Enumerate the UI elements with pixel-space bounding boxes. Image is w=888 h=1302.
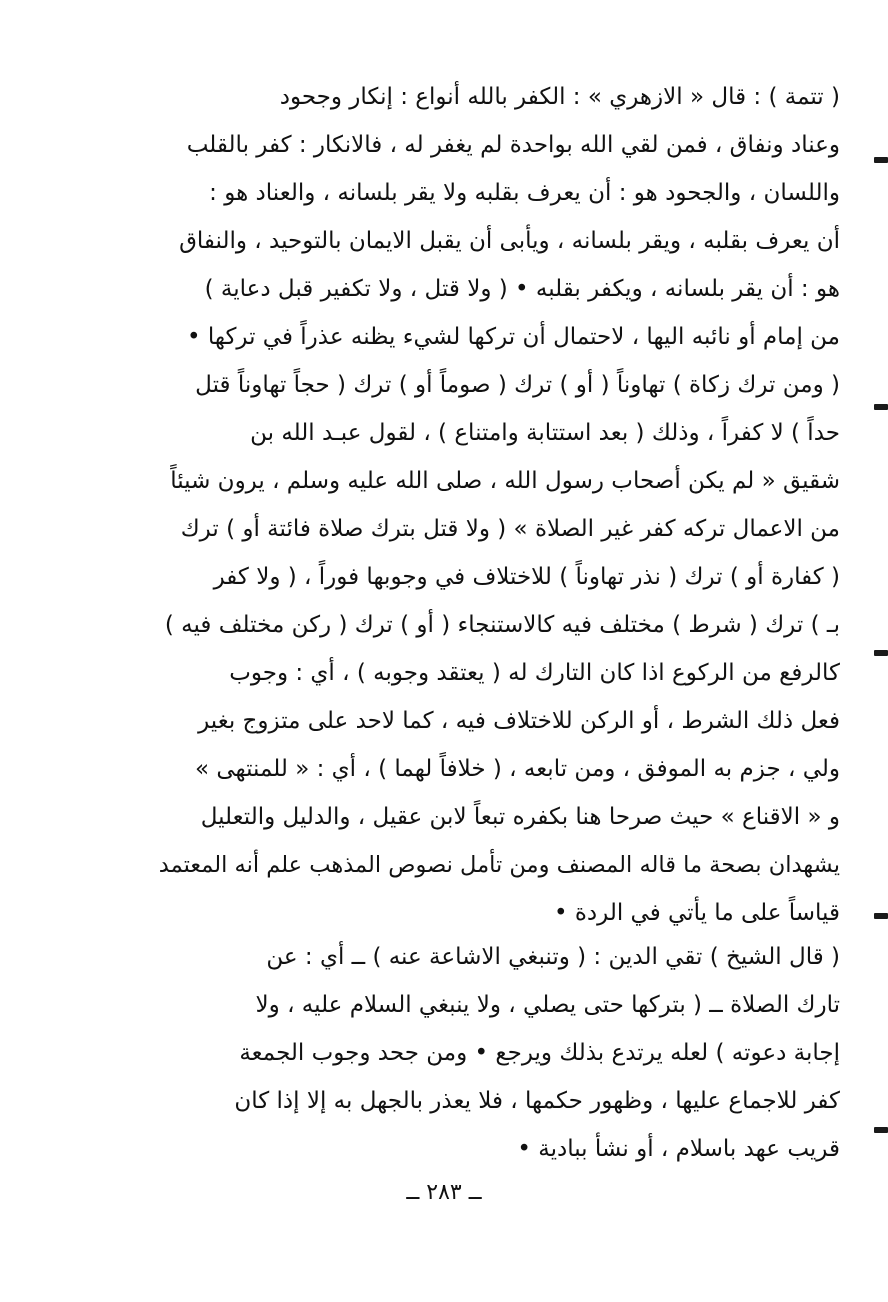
text-line: من الاعمال تركه كفر غير الصلاة » ( ولا قتل بترك صلاة فائتة أو ) ترك [180,516,840,542]
text-line: بـ ) ترك ( شرط ) مختلف فيه كالاستنجاء ( أو ) ترك ( ركن مختلف فيه ) [164,612,840,638]
text-line: حداً ) لا كفراً ، وذلك ( بعد استتابة وامتناع ) ، لقول عبـد الله بن [250,420,840,446]
text-line: هو : أن يقر بلسانه ، ويكفر بقلبه • ( ولا قتل ، ولا تكفير قبل دعاية ) [204,276,840,302]
text-line: تارك الصلاة ــ ( بتركها حتى يصلي ، ولا ينبغي السلام عليه ، ولا [255,992,840,1018]
text-line: ( تتمة ) : قال « الازهري » : الكفر بالله أنواع : إنكار وجحود [279,84,840,110]
text-line: يشهدان بصحة ما قاله المصنف ومن تأمل نصوص المذهب علم أنه المعتمد [158,852,840,878]
page-number: ــ ٢٨٣ ــ [406,1180,482,1205]
text-line: شقيق « لم يكن أصحاب رسول الله ، صلى الله عليه وسلم ، يرون شيئاً [170,468,840,494]
page-edge-mark [874,650,888,656]
text-line: ( كفارة أو ) ترك ( نذر تهاوناً ) للاختلاف في وجوبها فوراً ، ( ولا كفر [213,564,840,590]
paragraph-tatimma [150,73,840,937]
text-line: من إمام أو نائبه اليها ، لاحتمال أن تركها لشيء يظنه عذراً في تركها • [186,324,840,350]
text-line: و « الاقناع » حيث صرحا هنا بكفره تبعاً لابن عقيل ، والدليل والتعليل [200,804,840,830]
page-edge-mark [874,913,888,919]
text-line: ( قال الشيخ ) تقي الدين : ( وتنبغي الاشاعة عنه ) ــ أي : عن [266,944,840,970]
text-line: واللسان ، والجحود هو : أن يعرف بقلبه ولا يقر بلسانه ، والعناد هو : [209,180,840,206]
text-line: أن يعرف بقلبه ، ويقر بلسانه ، ويأبى أن يقبل الايمان بالتوحيد ، والنفاق [179,228,840,254]
text-line: ولي ، جزم به الموفق ، ومن تابعه ، ( خلافاً لهما ) ، أي : « للمنتهى » [194,756,840,782]
paragraph-sheikh-quote [150,933,840,1173]
text-line: إجابة دعوته ) لعله يرتدع بذلك ويرجع • ومن جحد وجوب الجمعة [239,1040,840,1066]
text-line: كالرفع من الركوع اذا كان التارك له ( يعتقد وجوبه ) ، أي : وجوب [229,660,840,686]
text-line: قريب عهد باسلام ، أو نشأ ببادية • [517,1136,840,1162]
page-edge-mark [874,1127,888,1133]
page-edge-mark [874,157,888,163]
text-line: وعناد ونفاق ، فمن لقي الله بواحدة لم يغفر له ، فالانكار : كفر بالقلب [186,132,840,158]
text-line: ( ومن ترك زكاة ) تهاوناً ( أو ) ترك ( صوماً أو ) ترك ( حجاً تهاوناً قتل [195,372,840,398]
text-line: قياساً على ما يأتي في الردة • [553,900,840,926]
text-line: كفر للاجماع عليها ، وظهور حكمها ، فلا يعذر بالجهل به إلا إذا كان [234,1088,840,1114]
text-line: فعل ذلك الشرط ، أو الركن للاختلاف فيه ، كما لاحد على متزوج بغير [198,708,840,734]
page-edge-mark [874,404,888,410]
